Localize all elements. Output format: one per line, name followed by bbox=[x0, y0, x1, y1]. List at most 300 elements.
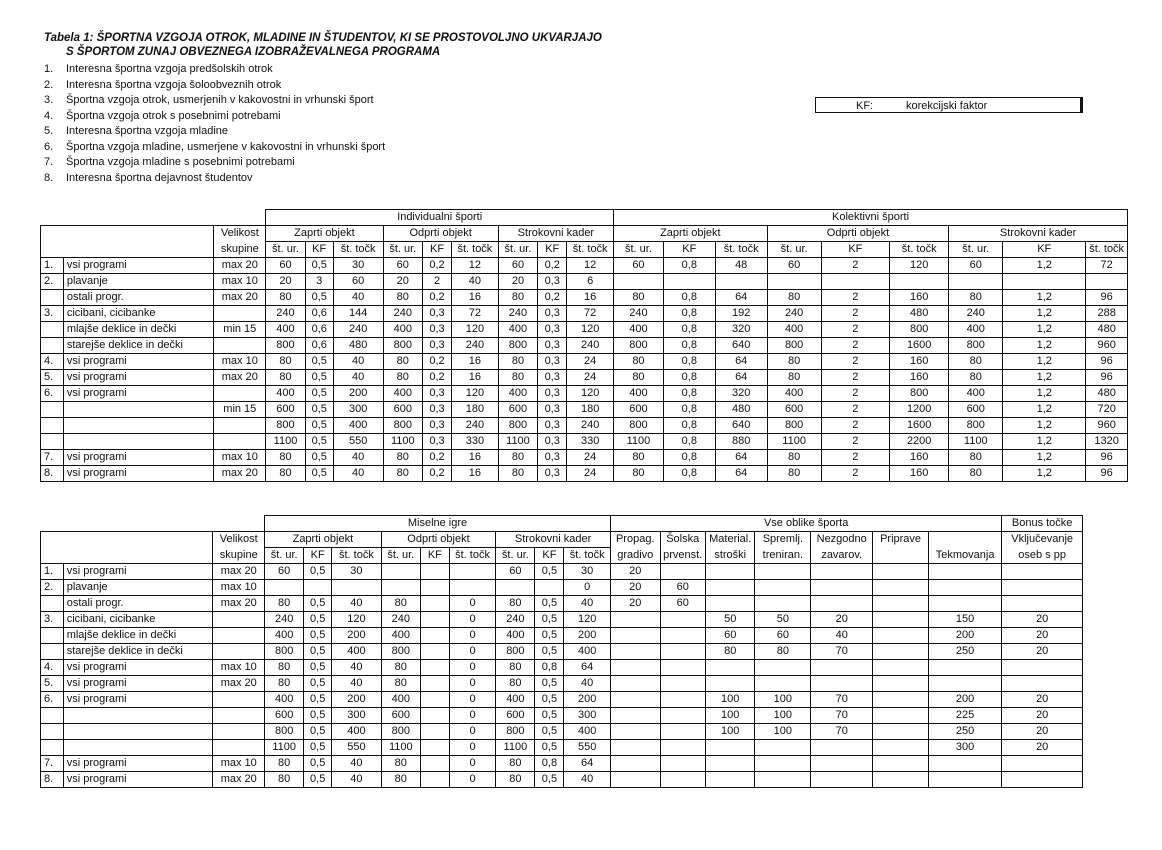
data-cell: 64 bbox=[715, 370, 767, 386]
data-cell: 0,5 bbox=[535, 612, 564, 628]
data-cell: 400 bbox=[265, 628, 304, 644]
data-cell: 40 bbox=[332, 772, 382, 788]
data-cell bbox=[660, 692, 705, 708]
data-cell: 160 bbox=[890, 290, 949, 306]
data-cell: 0,5 bbox=[304, 692, 332, 708]
data-cell: 80 bbox=[496, 596, 535, 612]
group-size: max 10 bbox=[213, 660, 265, 676]
header-bonus: Bonus točke bbox=[1002, 516, 1083, 532]
data-cell: 80 bbox=[498, 370, 537, 386]
data-cell: 2 bbox=[821, 450, 890, 466]
data-cell: 200 bbox=[928, 628, 1001, 644]
data-cell: 0,5 bbox=[535, 772, 564, 788]
data-cell: 60 bbox=[767, 258, 821, 274]
row-number: 5. bbox=[41, 676, 64, 692]
row-number bbox=[41, 644, 64, 660]
group-size: max 20 bbox=[214, 258, 266, 274]
data-cell bbox=[705, 740, 755, 756]
header-propag-2: gradivo bbox=[610, 548, 660, 564]
data-cell bbox=[755, 564, 811, 580]
data-cell: 0,6 bbox=[305, 322, 333, 338]
data-cell bbox=[610, 644, 660, 660]
data-cell bbox=[928, 756, 1001, 772]
data-cell: 80 bbox=[381, 660, 420, 676]
data-cell bbox=[496, 580, 535, 596]
data-cell: 80 bbox=[383, 370, 422, 386]
data-cell: 1100 bbox=[498, 434, 537, 450]
header-kol-odprti: Odprti objekt bbox=[767, 226, 949, 242]
header-miselne: Miselne igre bbox=[265, 516, 611, 532]
data-cell: 0,5 bbox=[304, 676, 332, 692]
data-cell bbox=[811, 740, 873, 756]
row-number: 8. bbox=[41, 772, 64, 788]
data-cell: 0,8 bbox=[663, 306, 715, 322]
data-cell: 240 bbox=[767, 306, 821, 322]
mind-games-all-sports-table bbox=[40, 515, 1083, 788]
data-cell: 60 bbox=[333, 274, 383, 290]
data-cell: 0,5 bbox=[535, 676, 564, 692]
group-size bbox=[213, 644, 265, 660]
legend-number: 6. bbox=[44, 140, 54, 153]
data-cell: 0,5 bbox=[535, 692, 564, 708]
group-size: max 20 bbox=[214, 370, 266, 386]
data-cell bbox=[660, 628, 705, 644]
data-cell: 120 bbox=[890, 258, 949, 274]
title-line-1: Tabela 1: ŠPORTNA VZGOJA OTROK, MLADINE IN ŠTUDENTOV, KI SE PROSTOVOLJNO UKVARJAJO bbox=[44, 32, 602, 44]
data-cell: 64 bbox=[564, 660, 611, 676]
program-name: vsi programi bbox=[63, 756, 213, 772]
data-cell: 0 bbox=[449, 692, 495, 708]
data-cell: 70 bbox=[811, 644, 873, 660]
row-number: 6. bbox=[41, 692, 64, 708]
data-cell: 80 bbox=[381, 756, 420, 772]
data-cell bbox=[449, 564, 495, 580]
data-cell bbox=[873, 660, 929, 676]
header-solska-2: prvenst. bbox=[660, 548, 705, 564]
data-cell: 30 bbox=[332, 564, 382, 580]
kf-abbr: KF: bbox=[856, 100, 874, 112]
column-header-st-tock: št. točk bbox=[567, 242, 614, 258]
data-cell: 0,5 bbox=[305, 418, 333, 434]
data-cell: 96 bbox=[1086, 370, 1128, 386]
data-cell: 80 bbox=[266, 370, 305, 386]
group-size bbox=[213, 724, 265, 740]
data-cell: 400 bbox=[381, 692, 420, 708]
group-size: min 15 bbox=[214, 402, 266, 418]
data-cell bbox=[928, 564, 1001, 580]
data-cell: 60 bbox=[949, 258, 1003, 274]
legend-text: Interesna športna vzgoja predšolskih otrok bbox=[66, 63, 273, 75]
data-cell: 60 bbox=[496, 564, 535, 580]
table-row bbox=[41, 450, 1128, 466]
data-cell: 40 bbox=[332, 676, 382, 692]
data-cell: 1100 bbox=[949, 434, 1003, 450]
legend-item bbox=[44, 93, 385, 109]
program-name bbox=[63, 708, 213, 724]
data-cell: 0,8 bbox=[663, 258, 715, 274]
data-cell: 64 bbox=[715, 354, 767, 370]
data-cell bbox=[811, 564, 873, 580]
data-cell: 960 bbox=[1086, 418, 1128, 434]
data-cell: 80 bbox=[265, 756, 304, 772]
legend-number: 4. bbox=[44, 109, 54, 122]
row-number bbox=[41, 628, 64, 644]
data-cell: 80 bbox=[767, 354, 821, 370]
data-cell: 0,2 bbox=[538, 258, 567, 274]
data-cell bbox=[660, 756, 705, 772]
data-cell: 80 bbox=[496, 660, 535, 676]
data-cell: 1,2 bbox=[1003, 466, 1086, 482]
column-header-kf: KF bbox=[538, 242, 567, 258]
data-cell: 40 bbox=[811, 628, 873, 644]
data-cell: 0,8 bbox=[663, 322, 715, 338]
data-cell: 400 bbox=[266, 322, 305, 338]
data-cell bbox=[1002, 756, 1083, 772]
data-cell: 240 bbox=[381, 612, 420, 628]
data-cell bbox=[610, 756, 660, 772]
header-nezgodno-1: Nezgodno bbox=[811, 532, 873, 548]
data-cell bbox=[928, 596, 1001, 612]
data-cell: 550 bbox=[333, 434, 383, 450]
table-row bbox=[41, 418, 1128, 434]
data-cell: 80 bbox=[614, 466, 664, 482]
table-row bbox=[41, 644, 1083, 660]
data-cell: 0,5 bbox=[535, 564, 564, 580]
column-header-kf: KF bbox=[663, 242, 715, 258]
data-cell: 60 bbox=[614, 258, 664, 274]
column-header-st-tock: št. točk bbox=[715, 242, 767, 258]
data-cell: 0,8 bbox=[663, 466, 715, 482]
data-cell: 200 bbox=[332, 628, 382, 644]
row-number: 4. bbox=[41, 354, 64, 370]
data-cell: 24 bbox=[567, 354, 614, 370]
legend-item bbox=[44, 140, 385, 156]
program-legend bbox=[44, 62, 385, 186]
group-size bbox=[214, 338, 266, 354]
data-cell: 16 bbox=[452, 370, 499, 386]
data-cell: 80 bbox=[949, 354, 1003, 370]
data-cell: 80 bbox=[767, 290, 821, 306]
data-cell: 72 bbox=[567, 306, 614, 322]
data-cell: 2200 bbox=[890, 434, 949, 450]
data-cell: 0,5 bbox=[304, 740, 332, 756]
data-cell: 0,5 bbox=[535, 644, 564, 660]
data-cell: 0,5 bbox=[304, 660, 332, 676]
data-cell: 0,8 bbox=[663, 450, 715, 466]
group-size bbox=[214, 434, 266, 450]
table-row bbox=[41, 338, 1128, 354]
row-number: 5. bbox=[41, 370, 64, 386]
data-cell: 1100 bbox=[383, 434, 422, 450]
data-cell: 100 bbox=[755, 692, 811, 708]
header-vkljucevanje-1: Vključevanje bbox=[1002, 532, 1083, 548]
data-cell: 72 bbox=[1086, 258, 1128, 274]
header-propag-1: Propag. bbox=[610, 532, 660, 548]
data-cell: 240 bbox=[567, 338, 614, 354]
data-cell: 80 bbox=[383, 354, 422, 370]
data-cell: 0,5 bbox=[304, 756, 332, 772]
data-cell bbox=[873, 724, 929, 740]
data-cell: 40 bbox=[332, 660, 382, 676]
data-cell bbox=[610, 628, 660, 644]
data-cell: 0 bbox=[449, 596, 495, 612]
data-cell: 1,2 bbox=[1003, 434, 1086, 450]
data-cell: 1,2 bbox=[1003, 290, 1086, 306]
data-cell: 6 bbox=[567, 274, 614, 290]
kf-legend-box bbox=[815, 97, 1083, 113]
table-row bbox=[41, 564, 1083, 580]
header-vse-oblike: Vse oblike športa bbox=[610, 516, 1001, 532]
data-cell: 800 bbox=[266, 418, 305, 434]
data-cell bbox=[381, 564, 420, 580]
legend-number: 2. bbox=[44, 78, 54, 91]
data-cell: 20 bbox=[811, 612, 873, 628]
column-header-kf: KF bbox=[821, 242, 890, 258]
program-name: vsi programi bbox=[63, 386, 214, 402]
data-cell bbox=[873, 740, 929, 756]
data-cell: 80 bbox=[767, 370, 821, 386]
data-cell: 300 bbox=[333, 402, 383, 418]
data-cell bbox=[420, 676, 449, 692]
legend-item bbox=[44, 109, 385, 125]
data-cell: 0,2 bbox=[422, 466, 451, 482]
data-cell: 120 bbox=[452, 322, 499, 338]
data-cell: 0,5 bbox=[305, 402, 333, 418]
header-mis-odprti: Odprti objekt bbox=[381, 532, 496, 548]
data-cell: 0,5 bbox=[304, 612, 332, 628]
data-cell: 1,2 bbox=[1003, 386, 1086, 402]
data-cell: 20 bbox=[610, 580, 660, 596]
data-cell bbox=[873, 612, 929, 628]
data-cell bbox=[610, 724, 660, 740]
row-number: 7. bbox=[41, 756, 64, 772]
group-size: max 20 bbox=[213, 772, 265, 788]
data-cell bbox=[381, 580, 420, 596]
data-cell: 20 bbox=[1002, 724, 1083, 740]
data-cell: 1,2 bbox=[1003, 258, 1086, 274]
data-cell bbox=[705, 660, 755, 676]
group-size bbox=[214, 418, 266, 434]
data-cell: 0,5 bbox=[305, 290, 333, 306]
legend-item bbox=[44, 62, 385, 78]
column-header-st-ur: št. ur. bbox=[614, 242, 664, 258]
data-cell: 40 bbox=[332, 756, 382, 772]
header-priprave-blank bbox=[873, 548, 929, 564]
legend-number: 8. bbox=[44, 171, 54, 184]
data-cell bbox=[755, 772, 811, 788]
data-cell bbox=[755, 660, 811, 676]
data-cell: 600 bbox=[266, 402, 305, 418]
data-cell: 0,2 bbox=[538, 290, 567, 306]
data-cell: 2 bbox=[821, 402, 890, 418]
data-cell: 12 bbox=[452, 258, 499, 274]
data-cell: 0,3 bbox=[538, 466, 567, 482]
header-spremlj-2: treniran. bbox=[755, 548, 811, 564]
data-cell: 0,3 bbox=[538, 338, 567, 354]
row-number: 8. bbox=[41, 466, 64, 482]
data-cell: 400 bbox=[496, 692, 535, 708]
data-cell: 0,3 bbox=[538, 274, 567, 290]
data-cell: 0,3 bbox=[538, 354, 567, 370]
data-cell bbox=[1002, 564, 1083, 580]
data-cell: 80 bbox=[265, 676, 304, 692]
program-name bbox=[63, 740, 213, 756]
table-row bbox=[41, 596, 1083, 612]
column-header-st-tock: št. točk bbox=[333, 242, 383, 258]
data-cell bbox=[873, 676, 929, 692]
data-cell: 400 bbox=[266, 386, 305, 402]
group-size bbox=[213, 628, 265, 644]
data-cell: 800 bbox=[890, 386, 949, 402]
data-cell bbox=[420, 756, 449, 772]
header-material-2: stroški bbox=[705, 548, 755, 564]
row-number bbox=[41, 740, 64, 756]
data-cell: 400 bbox=[564, 644, 611, 660]
data-cell: 600 bbox=[265, 708, 304, 724]
data-cell: 0,8 bbox=[663, 370, 715, 386]
table-row bbox=[41, 580, 1083, 596]
data-cell bbox=[755, 596, 811, 612]
data-cell: 0,3 bbox=[538, 386, 567, 402]
data-cell: 24 bbox=[567, 450, 614, 466]
row-number bbox=[41, 402, 64, 418]
data-cell: 240 bbox=[266, 306, 305, 322]
data-cell bbox=[420, 644, 449, 660]
data-cell bbox=[610, 772, 660, 788]
header-ind-zaprti: Zaprti objekt bbox=[266, 226, 383, 242]
data-cell: 550 bbox=[332, 740, 382, 756]
data-cell bbox=[420, 596, 449, 612]
data-cell: 192 bbox=[715, 306, 767, 322]
group-size: max 20 bbox=[214, 466, 266, 482]
data-cell: 80 bbox=[381, 772, 420, 788]
data-cell: 0,3 bbox=[538, 322, 567, 338]
program-name bbox=[63, 724, 213, 740]
legend-item bbox=[44, 124, 385, 140]
data-cell: 20 bbox=[266, 274, 305, 290]
data-cell: 120 bbox=[564, 612, 611, 628]
data-cell: 800 bbox=[496, 644, 535, 660]
data-cell bbox=[660, 724, 705, 740]
header-nezgodno-2: zavarov. bbox=[811, 548, 873, 564]
column-header-st-ur: št. ur. bbox=[496, 548, 535, 564]
data-cell: 0,5 bbox=[305, 386, 333, 402]
data-cell: 240 bbox=[452, 418, 499, 434]
program-name: vsi programi bbox=[63, 660, 213, 676]
program-name: plavanje bbox=[63, 580, 213, 596]
data-cell: 0 bbox=[449, 756, 495, 772]
data-cell: 250 bbox=[928, 724, 1001, 740]
data-cell: 1100 bbox=[266, 434, 305, 450]
data-cell: 600 bbox=[496, 708, 535, 724]
data-cell: 0 bbox=[449, 660, 495, 676]
header-skupine-2: skupine bbox=[213, 548, 265, 564]
data-cell: 100 bbox=[705, 692, 755, 708]
data-cell: 240 bbox=[567, 418, 614, 434]
data-cell: 240 bbox=[452, 338, 499, 354]
data-cell bbox=[928, 660, 1001, 676]
data-cell bbox=[755, 740, 811, 756]
header-tekmovanja: Tekmovanja bbox=[928, 548, 1001, 564]
header-ind-odprti: Odprti objekt bbox=[383, 226, 498, 242]
data-cell bbox=[873, 708, 929, 724]
program-name: mlajše deklice in dečki bbox=[63, 322, 214, 338]
data-cell: 400 bbox=[333, 418, 383, 434]
data-cell bbox=[755, 756, 811, 772]
data-cell bbox=[873, 644, 929, 660]
data-cell: 0,3 bbox=[538, 450, 567, 466]
data-cell bbox=[660, 564, 705, 580]
data-cell bbox=[610, 692, 660, 708]
data-cell bbox=[265, 580, 304, 596]
data-cell: 60 bbox=[265, 564, 304, 580]
data-cell: 640 bbox=[715, 418, 767, 434]
data-cell: 0 bbox=[449, 772, 495, 788]
program-name: vsi programi bbox=[63, 692, 213, 708]
data-cell: 200 bbox=[332, 692, 382, 708]
data-cell: 200 bbox=[928, 692, 1001, 708]
data-cell bbox=[420, 628, 449, 644]
table-title bbox=[44, 31, 602, 59]
data-cell bbox=[535, 580, 564, 596]
data-cell: 80 bbox=[949, 290, 1003, 306]
row-number: 6. bbox=[41, 386, 64, 402]
data-cell: 20 bbox=[498, 274, 537, 290]
column-header-st-ur: št. ur. bbox=[767, 242, 821, 258]
group-size: max 10 bbox=[213, 756, 265, 772]
data-cell: 0,8 bbox=[535, 756, 564, 772]
data-cell: 0 bbox=[449, 612, 495, 628]
data-cell: 20 bbox=[1002, 644, 1083, 660]
data-cell: 0 bbox=[449, 724, 495, 740]
data-cell: 80 bbox=[498, 290, 537, 306]
data-cell: 0,3 bbox=[538, 306, 567, 322]
table-row bbox=[41, 676, 1083, 692]
data-cell: 1,2 bbox=[1003, 370, 1086, 386]
data-cell: 120 bbox=[452, 386, 499, 402]
table-row bbox=[41, 290, 1128, 306]
data-cell: 400 bbox=[767, 322, 821, 338]
data-cell bbox=[821, 274, 890, 290]
data-cell: 240 bbox=[265, 612, 304, 628]
data-cell: 80 bbox=[705, 644, 755, 660]
data-cell: 80 bbox=[498, 354, 537, 370]
data-cell: 0,8 bbox=[663, 386, 715, 402]
data-cell: 400 bbox=[564, 724, 611, 740]
data-cell bbox=[873, 564, 929, 580]
legend-text: Interesna športna vzgoja šoloobveznih otrok bbox=[66, 78, 282, 91]
data-cell: 800 bbox=[265, 724, 304, 740]
data-cell bbox=[715, 274, 767, 290]
data-cell: 0,3 bbox=[422, 402, 451, 418]
row-number: 3. bbox=[41, 612, 64, 628]
data-cell: 0,2 bbox=[422, 370, 451, 386]
data-cell: 800 bbox=[265, 644, 304, 660]
program-name: vsi programi bbox=[63, 564, 213, 580]
data-cell bbox=[928, 772, 1001, 788]
data-cell: 30 bbox=[333, 258, 383, 274]
data-cell: 20 bbox=[610, 596, 660, 612]
data-cell: 400 bbox=[265, 692, 304, 708]
data-cell bbox=[1002, 772, 1083, 788]
data-cell: 80 bbox=[767, 450, 821, 466]
table-row bbox=[41, 306, 1128, 322]
data-cell: 60 bbox=[660, 596, 705, 612]
table-row bbox=[41, 756, 1083, 772]
data-cell: 80 bbox=[614, 354, 664, 370]
data-cell bbox=[755, 676, 811, 692]
data-cell: 240 bbox=[614, 306, 664, 322]
